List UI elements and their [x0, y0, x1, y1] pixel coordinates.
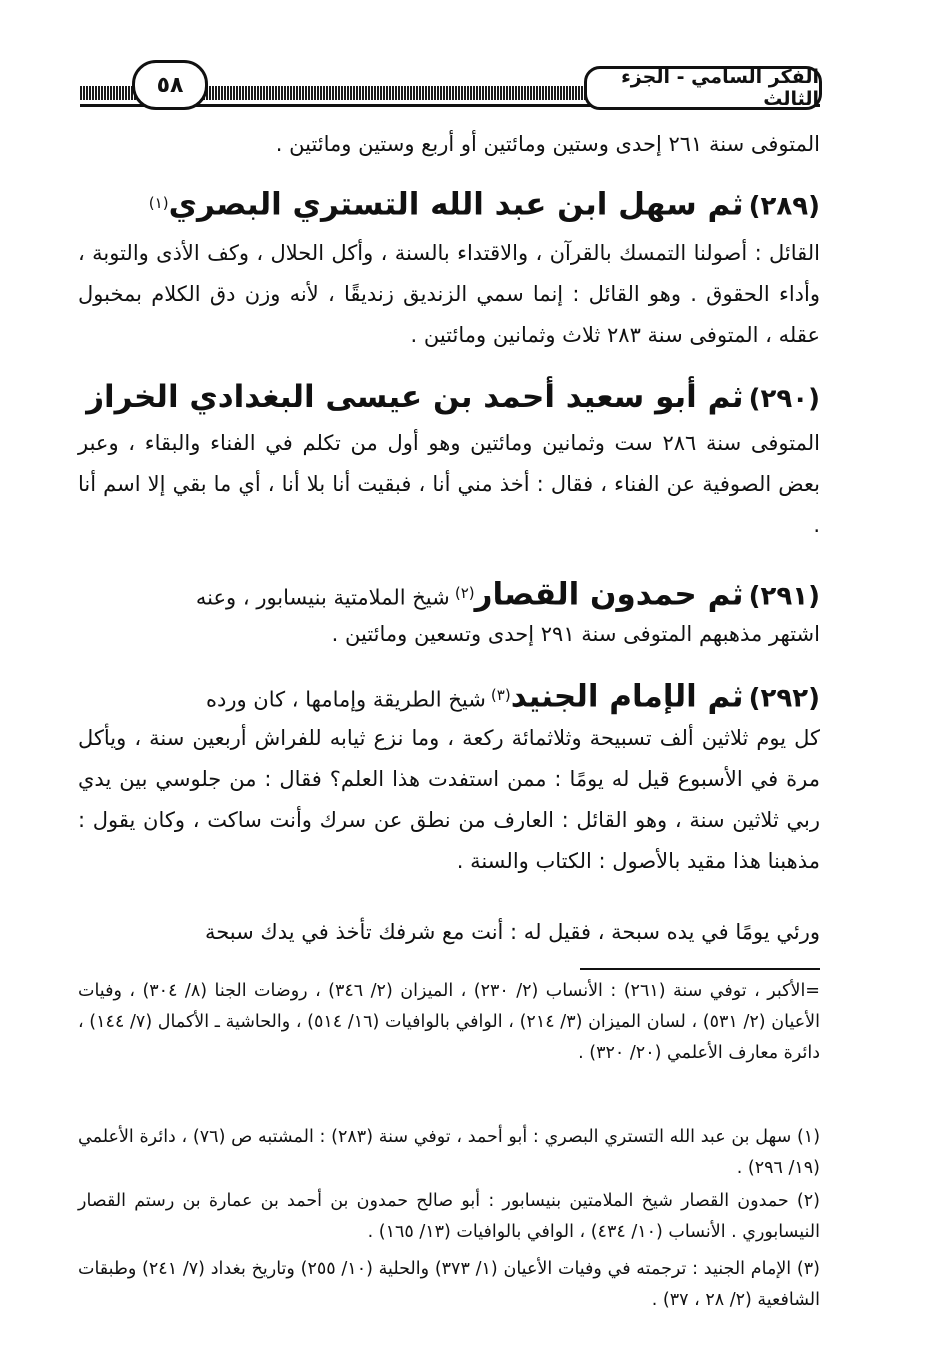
footnote-marker: (٢): [454, 584, 475, 602]
entry-body-290: المتوفى سنة ٢٨٦ ست وثمانين ومائتين وهو أول من تكلم في الفناء والبقاء ، وعبر بعض الصوفية عن الفناء ، فقال : أخذ مني أنا ، فبقيت أنا بلا أنا ، أي ما بقي إلا اسم أنا .: [78, 431, 820, 537]
footnote-separator: [580, 968, 820, 970]
entry-body-289: القائل : أصولنا التمسك بالقرآن ، والاقتداء بالسنة ، وأكل الحلال ، وكف الأذى والتوبة ، وأداء الحقوق . وهو القائل : إنما سمي الزنديق زنديقًا ، لأنه وزن دق الكلام بمخبول عقله ، المتوفى سنة ٢٨٣ ثلاث وثمانين ومائتين .: [78, 241, 820, 347]
entry-heading-290: [78, 372, 820, 427]
footnote-continued: =الأكبر ، توفي سنة (٢٦١) : الأنساب (٢/ ٢٣٠) ، الميزان (٢/ ٣٤٦) ، روضات الجنا (٨/ ٣٠٤) ، وفيات الأعيان (٢/ ٥٣١) ، لسان الميزان (٣/ ٢١٤) ، الوافي بالوافيات (١٦/ ٥١٤) ، والحاشية ـ الأكمال (٧/ ١٤٤) ، دائرة معارف الأعلمي (٢٠/ ٣٢٠) .: [78, 981, 821, 1063]
footnote-marker: (١): [148, 194, 169, 212]
footnote-3: (٣) الإمام الجنيد : ترجمته في وفيات الأعيان (١/ ٣٧٣) والحلية (١٠/ ٢٥٥) وتاريخ بغداد (٧/ ٢٤١) وطبقات الشافعية (٢/ ٢٨ ، ٣٧) .: [78, 1259, 820, 1310]
entry-number: (٢٩٢): [748, 683, 820, 714]
page-number: ٥٨: [132, 60, 208, 110]
entry-name: ثم أبو سعيد أحمد بن عيسى البغدادي الخراز: [86, 379, 744, 415]
entry-number: (٢٨٩): [748, 191, 820, 222]
footnote-marker: (٣): [490, 686, 511, 704]
entry-name: ثم حمدون القصار: [474, 576, 744, 613]
entry-number: (٢٩٠): [748, 384, 820, 414]
closing-paragraph: ورئي يومًا في يده سبحة ، فقيل له : أنت مع شرفك تأخذ في يدك سبحة: [204, 920, 820, 944]
footnote-2: (٢) حمدون القصار شيخ الملامتين بنيسابور : أبو صالح حمدون بن أحمد بن عمارة بن رستم القصار النيسابوري . الأنساب (١٠/ ٤٣٤) ، الوافي بالوافيات (١٣/ ١٦٥) .: [78, 1191, 820, 1242]
entry-body-291: اشتهر مذهبهم المتوفى سنة ٢٩١ إحدى وتسعين ومائتين .: [331, 622, 820, 646]
entry-body-292: كل يوم ثلاثين ألف تسبيحة وثلاثمائة ركعة ، وما نزع ثيابه للفراش أربعين سنة ، ويأكل مرة في الأسبوع قيل له يومًا : ممن استفدت هذا العلم؟ فقال : من جلوسي بين يدي ربي ثلاثين سنة ، وهو القائل : العارف من نطق عن سرك وأنت ساكت ، وكان يقول : مذهبنا هذا مقيد بالأصول : الكتاب والسنة .: [78, 726, 820, 873]
entry-name: ثم الإمام الجنيد: [510, 678, 744, 715]
running-header-title: الفكر السامي - الجزء الثالث: [584, 66, 822, 110]
intro-paragraph: المتوفى سنة ٢٦١ إحدى وستين ومائتين أو أربع وستين ومائتين .: [275, 132, 820, 156]
entry-name: ثم سهل ابن عبد الله التستري البصري: [168, 186, 744, 223]
entry-number: (٢٩١): [748, 581, 820, 612]
entry-inline-text: شيخ الطريقة وإمامها ، كان ورده: [205, 687, 486, 712]
entry-heading-289: [78, 178, 820, 234]
footnote-1: (١) سهل بن عبد الله التستري البصري : أبو أحمد ، توفي سنة (٢٨٣) : المشتبه ص (٧٦) ، دائرة الأعلمي (١٩/ ٢٩٦) .: [78, 1127, 821, 1178]
entry-inline-text: شيخ الملامتية بنيسابور ، وعنه: [195, 585, 450, 610]
